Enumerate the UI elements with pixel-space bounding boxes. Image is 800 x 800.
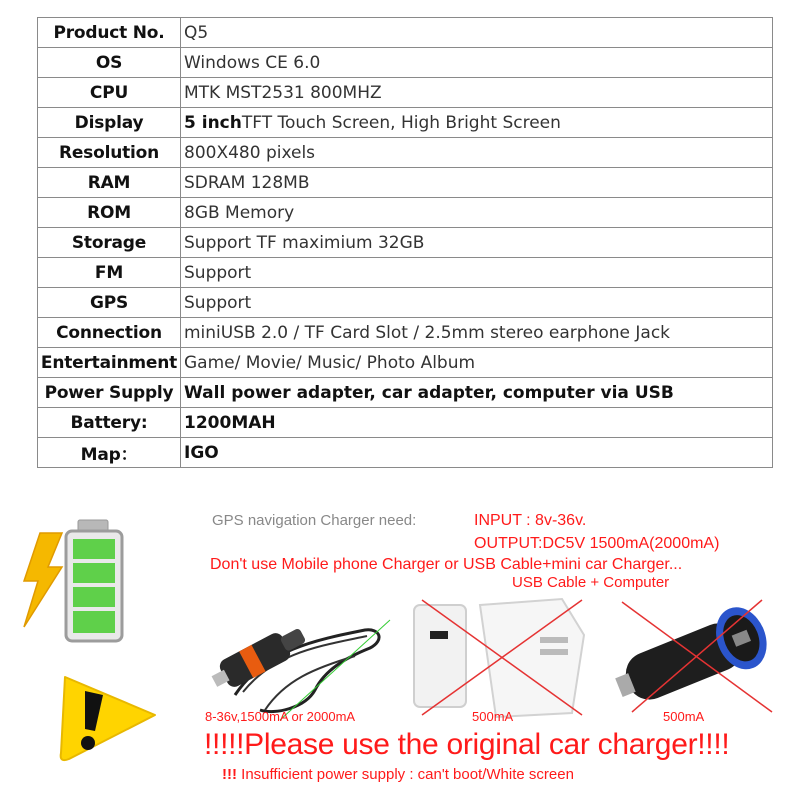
- warning-bang: !!!: [222, 766, 237, 783]
- row-label: Display: [38, 108, 181, 138]
- spec-table: [37, 17, 773, 468]
- row-label: FM: [38, 258, 181, 288]
- table-row: [38, 78, 773, 108]
- table-row: [38, 108, 773, 138]
- row-label: Power Supply: [38, 378, 181, 408]
- row-label: CPU: [38, 78, 181, 108]
- row-value: 1200MAH: [181, 408, 773, 438]
- row-value: IGO: [181, 438, 773, 468]
- row-label: Battery:: [38, 408, 181, 438]
- warning-text: Insufficient power supply : can't boot/White screen: [237, 766, 574, 783]
- original-charger-warning: !!!!!Please use the original car charger!!!!: [204, 728, 730, 761]
- row-label: Storage: [38, 228, 181, 258]
- output-spec: OUTPUT:DC5V 1500mA(2000mA): [474, 535, 720, 552]
- usb-computer-warning: USB Cable + Computer: [512, 574, 670, 591]
- display-size: 5 inch: [184, 112, 242, 133]
- row-label: Connection: [38, 318, 181, 348]
- row-value: miniUSB 2.0 / TF Card Slot / 2.5mm stereo earphone Jack: [181, 318, 773, 348]
- car-charger-photo: [205, 600, 395, 725]
- row-value: Windows CE 6.0: [181, 48, 773, 78]
- row-value: 8GB Memory: [181, 198, 773, 228]
- mini-car-charger-caption: 500mA: [663, 709, 705, 724]
- table-row: [38, 438, 773, 468]
- lightning-bolt-icon: [24, 533, 62, 627]
- table-row: [38, 348, 773, 378]
- row-label: Product No.: [38, 18, 181, 48]
- input-spec: INPUT : 8v-36v.: [474, 512, 587, 529]
- table-row: [38, 288, 773, 318]
- row-label: Resolution: [38, 138, 181, 168]
- table-row: [38, 258, 773, 288]
- battery-full-icon: [10, 515, 135, 645]
- row-label: Entertainment: [38, 348, 181, 378]
- charger-need-label: GPS navigation Charger need:: [212, 512, 417, 529]
- row-value: 800X480 pixels: [181, 138, 773, 168]
- table-row: [38, 18, 773, 48]
- table-row: [38, 138, 773, 168]
- dont-use-warning: Don't use Mobile phone Charger or USB Cable+mini car Charger...: [210, 556, 683, 573]
- row-value: Support TF maximium 32GB: [181, 228, 773, 258]
- row-label: Map：: [38, 438, 181, 468]
- row-value: Game/ Movie/ Music/ Photo Album: [181, 348, 773, 378]
- display-desc: TFT Touch Screen, High Bright Screen: [241, 112, 561, 133]
- table-row: [38, 378, 773, 408]
- mini-car-charger-photo: [612, 592, 782, 717]
- table-row: [38, 228, 773, 258]
- car-charger-caption: 8-36v,1500mA or 2000mA: [205, 709, 356, 724]
- table-row: [38, 198, 773, 228]
- row-label: ROM: [38, 198, 181, 228]
- table-row: [38, 168, 773, 198]
- row-value: Support: [181, 288, 773, 318]
- row-label: OS: [38, 48, 181, 78]
- row-value: Support: [181, 258, 773, 288]
- row-value: [181, 108, 773, 138]
- table-row: [38, 408, 773, 438]
- wall-adapter-photo: [412, 595, 590, 720]
- row-value: SDRAM 128MB: [181, 168, 773, 198]
- row-label: GPS: [38, 288, 181, 318]
- row-value: MTK MST2531 800MHZ: [181, 78, 773, 108]
- insufficient-power-warning: [222, 766, 574, 783]
- table-row: [38, 318, 773, 348]
- wall-adapter-caption: 500mA: [472, 709, 514, 724]
- row-label: RAM: [38, 168, 181, 198]
- row-value: Wall power adapter, car adapter, computer via USB: [181, 378, 773, 408]
- row-value: Q5: [181, 18, 773, 48]
- table-row: [38, 48, 773, 78]
- warning-triangle-icon: [55, 665, 165, 765]
